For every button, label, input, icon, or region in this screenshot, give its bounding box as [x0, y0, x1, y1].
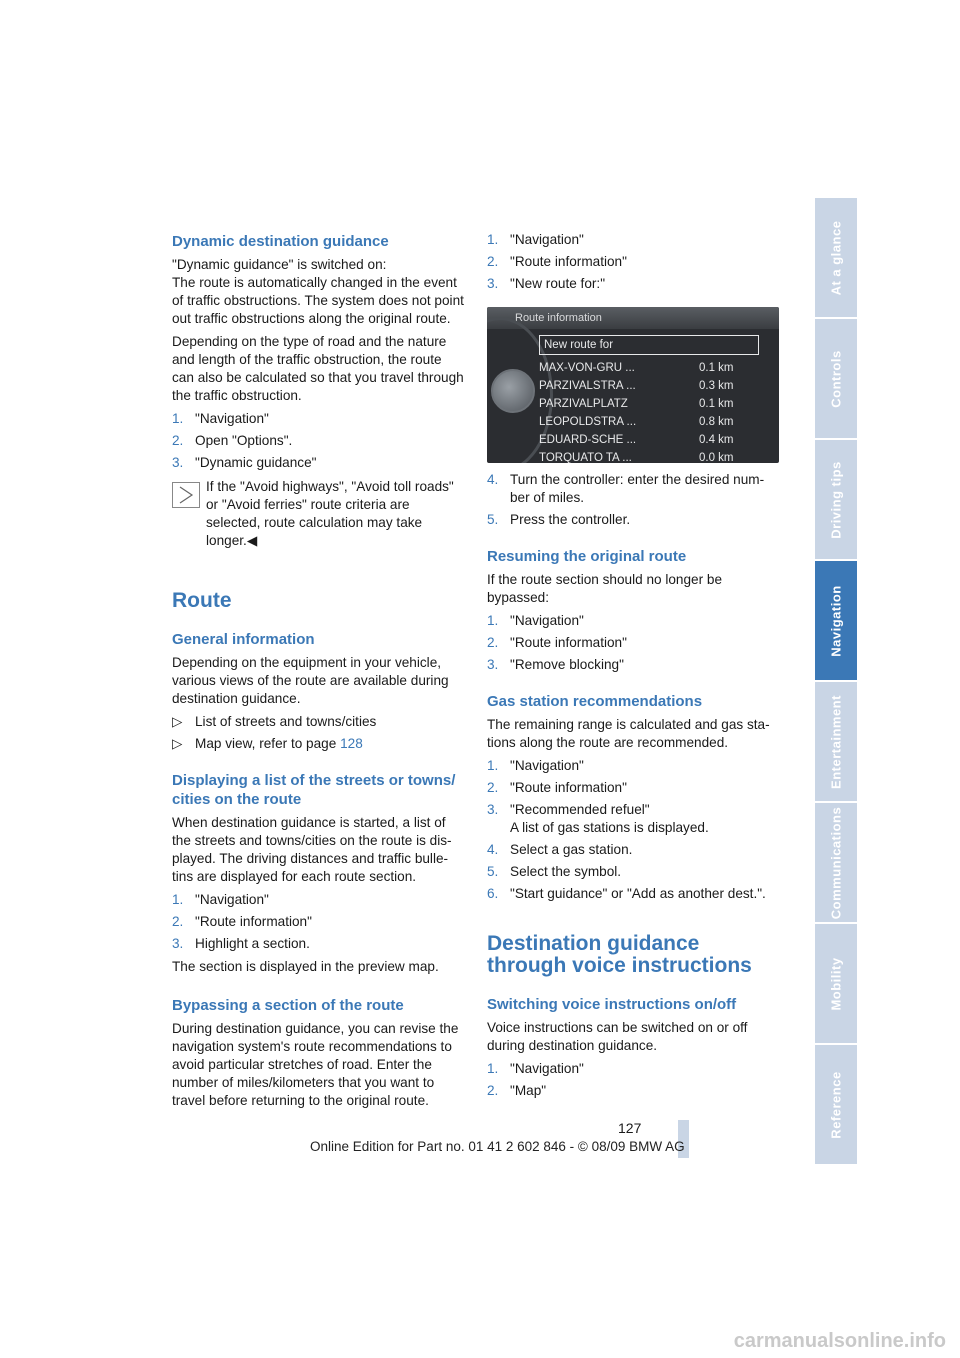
table-row: PARZIVALSTRA ... 0.3 km — [539, 380, 734, 392]
list-item: 4. Turn the controller: enter the desired num-ber of miles. — [487, 472, 765, 505]
list-item: 2. "Route information" — [487, 254, 627, 269]
list-item: 3. "Remove blocking" — [487, 657, 624, 672]
table-row: EDUARD-SCHE ... 0.4 km — [539, 434, 734, 446]
display-list-text2: The section is displayed in the preview map. — [172, 959, 439, 974]
table-row: TORQUATO TA ... 0.0 km — [539, 452, 734, 463]
switch-steps — [487, 1060, 779, 1100]
list-item: 2. "Route information" — [487, 780, 627, 795]
list-item: A list of gas stations is displayed. — [510, 820, 709, 835]
gas-steps — [487, 757, 779, 903]
selected-row: New route for — [539, 335, 759, 355]
list-item: 1. "Navigation" — [487, 758, 584, 773]
tab-at-a-glance[interactable]: At a glance — [815, 198, 857, 319]
list-item: 4. Select a gas station. — [487, 842, 633, 857]
list-item: ▷ Map view, refer to page 128 — [172, 736, 363, 751]
note-block — [172, 478, 464, 550]
switch-heading: Switching voice instructions on/off — [487, 996, 737, 1013]
list-item: 1. "Navigation" — [172, 411, 269, 426]
list-item: 2. Open "Options". — [172, 433, 293, 448]
list-item: 3. "New route for:" — [487, 276, 606, 291]
bypass-heading: Bypassing a section of the route — [172, 997, 404, 1014]
dynamic-guidance-intro: "Dynamic guidance" is switched on: — [172, 257, 387, 272]
list-item: 1. "Navigation" — [487, 1061, 584, 1076]
tab-communications[interactable]: Communications — [815, 803, 857, 924]
list-item: 5. Select the symbol. — [487, 864, 622, 879]
display-list-heading: Displaying a list of the streets or towns/ cities on the route — [172, 772, 456, 808]
tab-driving-tips[interactable]: Driving tips — [815, 440, 857, 561]
screen-list — [539, 335, 759, 463]
list-item: 3. "Recommended refuel" — [487, 802, 650, 817]
list-item: 6. "Start guidance" or "Add as another dest.". — [487, 886, 766, 901]
dynamic-guidance-desc: The route is automatically changed in the event of traffic obstructions. The system does not point out traffic obstructions along the original route. — [172, 275, 464, 326]
bypass-text: During destination guidance, you can revise the navigation system's route recommendations to avoid particular stretches of road. Enter the number of miles/kilometers that you want to travel before returning to the original route. — [172, 1021, 459, 1108]
switch-text: Voice instructions can be switched on or off during destination guidance. — [487, 1020, 748, 1053]
edition-text: Online Edition for Part no. 01 41 2 602 846 - © 08/09 BMW AG — [310, 1139, 685, 1154]
display-list-text: When destination guidance is started, a list of the streets and towns/cities on the route is dis-played. The driving distances and traffic bulle-tins are displayed for each route section. — [172, 815, 452, 884]
page-number: 127 — [618, 1120, 642, 1136]
watermark: carmanualsonline.info — [733, 1330, 946, 1352]
resume-steps — [487, 612, 779, 674]
general-info-text: Depending on the equipment in your vehicle, various views of the route are available during destination guidance. — [172, 655, 449, 706]
list-item: 1. "Navigation" — [487, 613, 584, 628]
list-item: 3. "Dynamic guidance" — [172, 455, 317, 470]
table-row: PARZIVALPLATZ 0.1 km — [539, 398, 734, 410]
controller-knob-icon — [491, 369, 535, 413]
note-text: If the "Avoid highways", "Avoid toll roads" or "Avoid ferries" route criteria are selected, route calculation may take longer. — [206, 479, 454, 548]
table-row: LEOPOLDSTRA ... 0.8 km — [539, 416, 734, 428]
route-info-screenshot — [487, 307, 779, 463]
dynamic-guidance-desc2: Depending on the type of road and the nature and length of the traffic obstruction, the route can also be calculated so that you travel through the traffic obstruction. — [172, 334, 464, 403]
section-tabs — [815, 198, 857, 1166]
dynamic-guidance-steps — [172, 410, 464, 472]
dynamic-guidance-heading: Dynamic destination guidance — [172, 233, 389, 250]
right-column — [487, 226, 779, 1100]
list-item: 1. "Navigation" — [487, 232, 584, 247]
gas-heading: Gas station recommendations — [487, 693, 703, 710]
list-item: ▷ List of streets and towns/cities — [172, 714, 377, 729]
resume-text: If the route section should no longer be bypassed: — [487, 572, 723, 605]
tab-mobility[interactable]: Mobility — [815, 924, 857, 1045]
general-info-bullets — [172, 713, 464, 753]
voice-heading: Destination guidance through voice instructions — [487, 932, 752, 977]
resume-heading: Resuming the original route — [487, 548, 687, 565]
display-list-steps — [172, 891, 464, 953]
tab-reference[interactable]: Reference — [815, 1045, 857, 1166]
table-row: MAX-VON-GRU ... 0.1 km — [539, 362, 734, 374]
left-column — [172, 226, 464, 1110]
list-item: 2. "Map" — [487, 1083, 547, 1098]
list-item: 2. "Route information" — [487, 635, 627, 650]
list-item: 3. Highlight a section. — [172, 936, 310, 951]
list-item: 5. Press the controller. — [487, 512, 631, 527]
new-route-steps — [487, 231, 779, 293]
list-item: 1. "Navigation" — [172, 892, 269, 907]
tab-controls[interactable]: Controls — [815, 319, 857, 440]
page-link[interactable]: 128 — [340, 736, 363, 751]
tab-navigation[interactable]: Navigation — [815, 561, 857, 682]
list-item: 2. "Route information" — [172, 914, 312, 929]
tab-entertainment[interactable]: Entertainment — [815, 682, 857, 803]
gas-text: The remaining range is calculated and gas sta-tions along the route are recommended. — [487, 717, 770, 750]
note-arrow-icon — [172, 482, 200, 508]
end-mark-icon: ◀ — [246, 533, 258, 548]
general-info-heading: General information — [172, 631, 315, 648]
controller-steps — [487, 471, 779, 529]
screen-header: Route information — [487, 307, 779, 329]
route-heading: Route — [172, 589, 232, 612]
